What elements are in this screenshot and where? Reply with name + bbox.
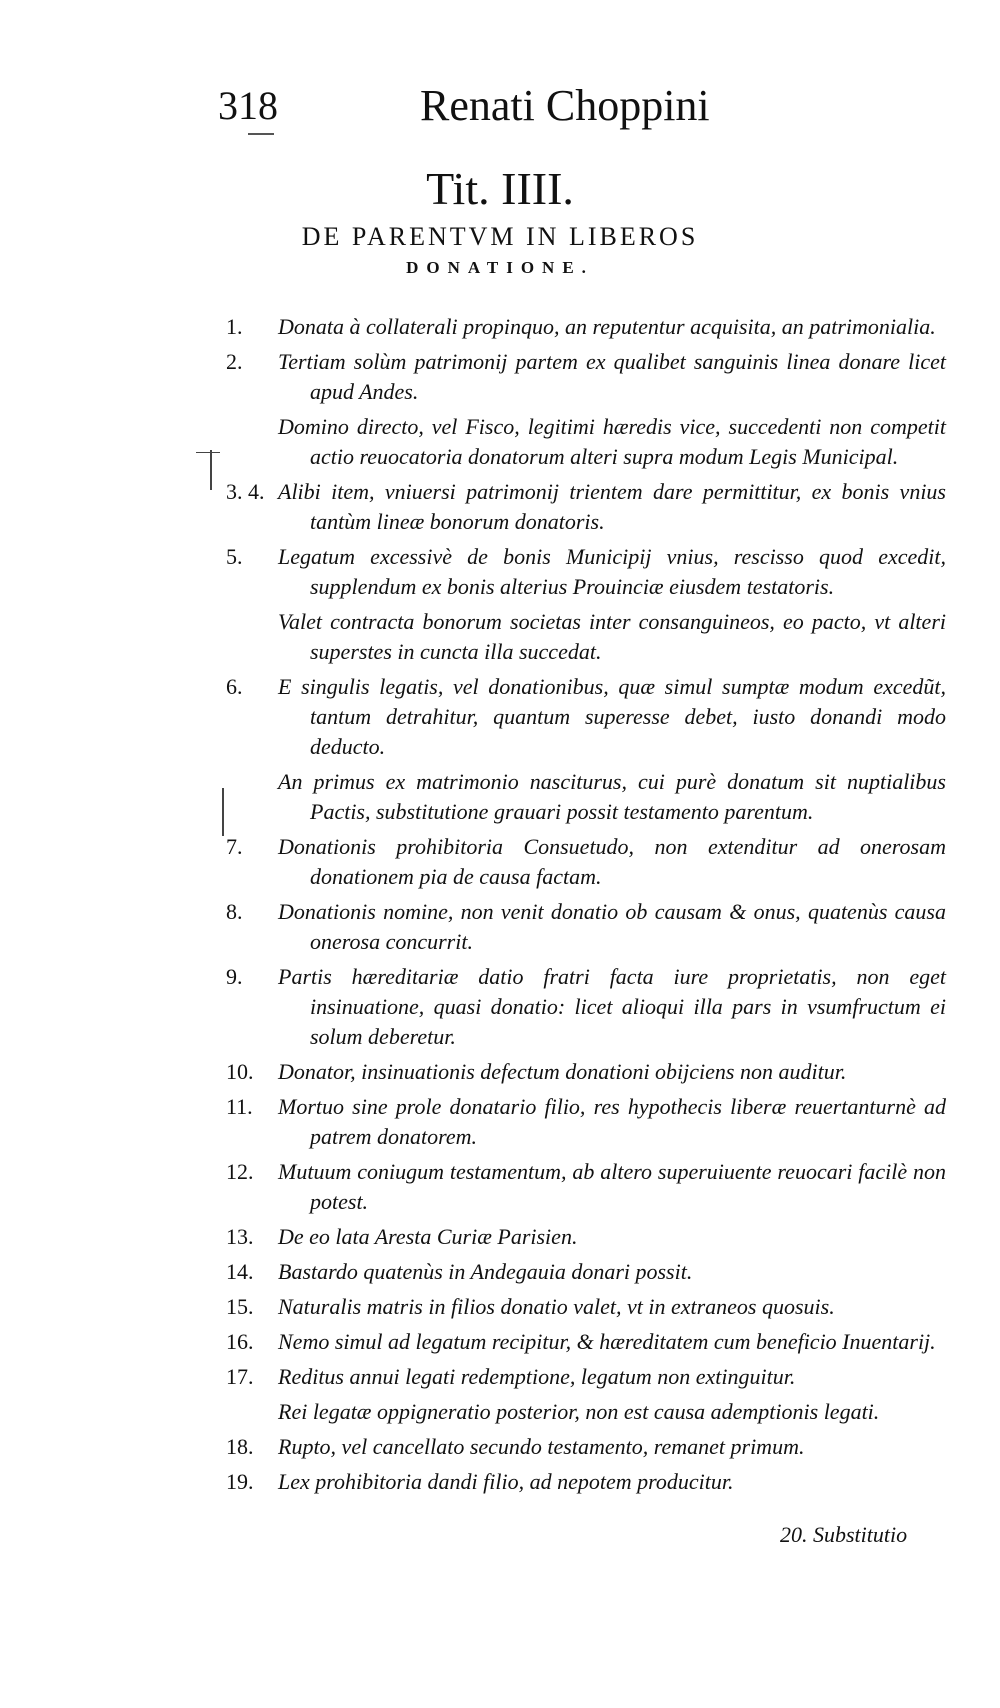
summary-item xyxy=(0,897,1000,957)
item-number: 14. xyxy=(226,1259,254,1284)
item-text: An primus ex matrimonio nasciturus, cui purè donatum sit nuptialibus Pactis, substitutione grauari possit testamento parentum. xyxy=(278,769,946,824)
item-text: Nemo simul ad legatum recipitur, & hæreditatem cum beneficio Inuentarij. xyxy=(278,1329,936,1354)
item-text: Donationis nomine, non venit donatio ob causam & onus, quatenùs causa onerosa concurrit. xyxy=(278,899,946,954)
summary-item xyxy=(0,1432,1000,1462)
running-head: Renati Choppini xyxy=(420,81,710,130)
item-text: Donata à collaterali propinquo, an reputentur acquisita, an patrimonialia. xyxy=(278,314,936,339)
item-number: 10. xyxy=(226,1059,254,1084)
item-text: Legatum excessivè de bonis Municipij vnius, rescisso quod excedit, supplendum ex bonis alterius Prouinciæ eiusdem testatoris. xyxy=(278,544,946,599)
item-text: Domino directo, vel Fisco, legitimi hæredis vice, succedenti non competit actio reuocatoria donatorum alteri supra modum Legis Municipal. xyxy=(278,414,946,469)
item-text: Donationis prohibitoria Consuetudo, non extenditur ad onerosam donationem pia de causa factam. xyxy=(278,834,946,889)
item-text: E singulis legatis, vel donationibus, quæ simul sumptæ modum excedũt, tantum detrahitur, quantum superesse debet, iusto donandi modo deducto. xyxy=(278,674,946,759)
summary-item xyxy=(0,1257,1000,1287)
title-number: Tit. IIII. xyxy=(426,163,574,214)
item-text: Mortuo sine prole donatario filio, res hypothecis liberæ reuertanturnè ad patrem donatorem. xyxy=(278,1094,946,1149)
summary-item xyxy=(0,607,1000,667)
item-text: Rei legatæ oppigneratio posterior, non est causa ademptionis legati. xyxy=(278,1399,880,1424)
section-subheading: DONATIONE. xyxy=(406,258,594,277)
item-number: 8. xyxy=(226,899,243,924)
page-number: 318 xyxy=(218,83,278,128)
item-text: Alibi item, vniuersi patrimonij trientem dare permittitur, ex bonis vnius tantùm lineæ bonorum donatoris. xyxy=(278,479,946,534)
item-number: 11. xyxy=(226,1094,253,1119)
summary-item xyxy=(0,1222,1000,1252)
item-text: Lex prohibitoria dandi filio, ad nepotem producitur. xyxy=(278,1469,734,1494)
summary-item xyxy=(0,312,1000,342)
item-number: 9. xyxy=(226,964,243,989)
item-number: 1. xyxy=(226,314,243,339)
item-text: Tertiam solùm patrimonij partem ex qualibet sanguinis linea donare licet apud Andes. xyxy=(278,349,946,404)
scan-mark xyxy=(222,788,224,836)
summary-item xyxy=(0,832,1000,892)
section-heading: DE PARENTVM IN LIBEROS xyxy=(301,222,699,251)
item-number: 6. xyxy=(226,674,243,699)
item-text: Reditus annui legati redemptione, legatum non extinguitur. xyxy=(278,1364,796,1389)
item-text: Bastardo quatenùs in Andegauia donari possit. xyxy=(278,1259,693,1284)
item-text: Donator, insinuationis defectum donationi obijciens non auditur. xyxy=(278,1059,847,1084)
item-number: 18. xyxy=(226,1434,254,1459)
summary-item xyxy=(0,1397,1000,1427)
summary-item xyxy=(0,1467,1000,1497)
item-number: 5. xyxy=(226,544,243,569)
item-text: De eo lata Aresta Curiæ Parisien. xyxy=(278,1224,578,1249)
summary-item xyxy=(0,347,1000,407)
item-number: 17. xyxy=(226,1364,254,1389)
item-number: 2. xyxy=(226,349,243,374)
item-text: Valet contracta bonorum societas inter consanguineos, eo pacto, vt alteri superstes in cuncta illa succedat. xyxy=(278,609,946,664)
scan-mark xyxy=(210,450,212,490)
summary-item xyxy=(0,412,1000,472)
item-number: 12. xyxy=(226,1159,254,1184)
summary-item xyxy=(0,1057,1000,1087)
summary-item xyxy=(0,1292,1000,1322)
item-text: Naturalis matris in filios donatio valet, vt in extraneos quosuis. xyxy=(278,1294,835,1319)
summary-list xyxy=(0,312,1000,1502)
item-number: 3. 4. xyxy=(226,479,265,504)
item-number: 15. xyxy=(226,1294,254,1319)
item-number: 13. xyxy=(226,1224,254,1249)
summary-item xyxy=(0,477,1000,537)
summary-item xyxy=(0,1327,1000,1357)
item-number: 7. xyxy=(226,834,243,859)
summary-item xyxy=(0,542,1000,602)
summary-item xyxy=(0,1362,1000,1392)
page-number-rule xyxy=(248,133,274,135)
item-text: Rupto, vel cancellato secundo testamento, remanet primum. xyxy=(278,1434,805,1459)
item-text: Partis hæreditariæ datio fratri facta iure proprietatis, non eget insinuatione, quasi donatio: licet alioqui illa pars in vsumfructum ei solum deberetur. xyxy=(278,964,946,1049)
summary-item xyxy=(0,1092,1000,1152)
summary-item xyxy=(0,672,1000,762)
summary-item xyxy=(0,767,1000,827)
scan-mark xyxy=(196,452,220,453)
item-text: Mutuum coniugum testamentum, ab altero superuiuente reuocari facilè non potest. xyxy=(278,1159,946,1214)
catchword: 20. Substitutio xyxy=(780,1522,908,1547)
summary-item xyxy=(0,962,1000,1052)
item-number: 19. xyxy=(226,1469,254,1494)
summary-item xyxy=(0,1157,1000,1217)
item-number: 16. xyxy=(226,1329,254,1354)
